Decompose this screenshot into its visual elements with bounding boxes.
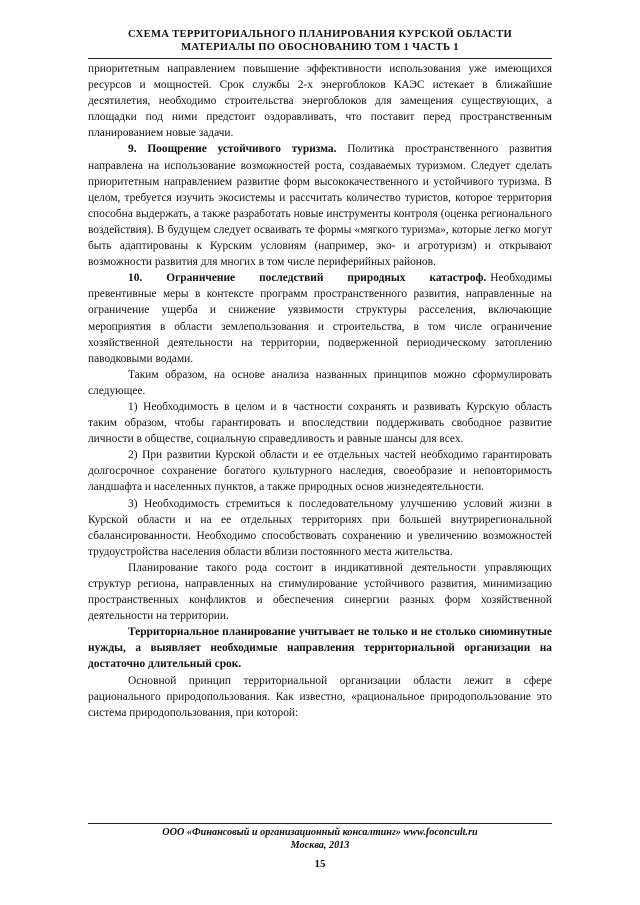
- paragraph-item-3: 3) Необходимость стремиться к последовательному улучшению условий жизни в Курской области и на ее отдельных территориях при большей внутрирегиональной сбалансированности. Необходимо способствовать сохранению и увеличению возможностей трудоустройства населения области вблизи постоянного места жительства.: [88, 497, 552, 558]
- paragraph-tourism-text: Политика пространственного развития направлена на использование возможностей роста, создаваемых туризмом. Следует сделать приоритетным направлением развитие форм высококачественного и устойчивого туризма. В целом, требуется изучить экосистемы и рассчитать количество туристов, которое территория способна выдержать, а также разработать новые инструменты контроля (оценка регионального воздействия). В будущем следует осваивать те формы «мягкого туризма», которые легко могут быть адаптированы к Курским условиям (например, эко- и агротуризм) и открывают возможности развития для многих в том числе периферийных районов.: [88, 143, 552, 269]
- page-header: [0, 28, 640, 54]
- paragraph-planning: Планирование такого рода состоит в индикативной деятельности управляющих структур региона, направленных на стимулирование устойчивого развития, минимизацию пространственных конфликтов и обеспечения синергии разных форм хозяйственной деятельности на территории.: [88, 561, 552, 623]
- header-subtitle: МАТЕРИАЛЫ ПО ОБОСНОВАНИЮ ТОМ 1 ЧАСТЬ 1: [181, 42, 459, 53]
- page-body: [88, 61, 552, 721]
- paragraph-disasters: [88, 270, 552, 367]
- header-rule: [88, 58, 552, 59]
- page-footer: [0, 826, 640, 852]
- bold-statement-text: Территориальное планирование учитывает не только и не столько сиюминутные нужды, а выявляет необходимые направления территориальной организации на достаточно длительный срок.: [88, 626, 552, 671]
- section-heading-disasters: 10. Ограничение последствий природных катастроф.: [128, 272, 487, 285]
- paragraph-summary: Таким образом, на основе анализа названных принципов можно сформулировать следующее.: [88, 368, 552, 397]
- paragraph-tourism: [88, 141, 552, 270]
- page-number: 15: [314, 858, 326, 870]
- footer-city-year: Москва, 2013: [290, 840, 350, 851]
- paragraph-bold-statement: [88, 624, 552, 672]
- footer-company: ООО «Финансовый и организационный консалтинг» www.foconcult.ru: [162, 827, 478, 838]
- header-title: СХЕМА ТЕРРИТОРИАЛЬНОГО ПЛАНИРОВАНИЯ КУРСКОЙ ОБЛАСТИ: [127, 29, 512, 40]
- paragraph-item-1: 1) Необходимость в целом и в частности сохранять и развивать Курскую область таким образом, чтобы гарантировать и впоследствии поддерживать свободное развитие личности в обществе, социальную справедливость и равные шансы для всех.: [88, 400, 552, 446]
- section-heading-tourism: 9. Поощрение устойчивого туризма.: [128, 143, 337, 156]
- footer-rule: [88, 823, 552, 824]
- paragraph-principle: Основной принцип территориальной организации области лежит в сфере рационального природопользования. Как известно, «рациональное природопользование это система природопользования, при которой:: [88, 674, 552, 719]
- paragraph-continuation: приоритетным направлением повышение эффективности использования уже имеющихся ресурсов и мощностей. Срок службы 2-х энергоблоков КАЭС истекает в ближайшие десятилетия, необходимо строительства энергоблоков для замещения существующих, а площадки под ними предстоит оздоравливать, что поставит перед пространственным планированием новые задачи.: [88, 63, 552, 140]
- paragraph-item-2: 2) При развитии Курской области и ее отдельных частей необходимо гарантировать долгосрочное сохранение богатого культурного наследия, своеобразие и неповторимость ландшафта и населенных пунктов, а также природных основ жизнедеятельности.: [88, 449, 552, 494]
- paragraph-disasters-text: Необходимы превентивные меры в контексте программ пространственного развития, направленные на ограничение ущерба и снижение уязвимости структуры расселения, включающие мероприятия в области землепользования и строительства, в том числе ограничение хозяйственной деятельности на территории, подверженной периодическому затоплению паводковыми водами.: [88, 272, 552, 365]
